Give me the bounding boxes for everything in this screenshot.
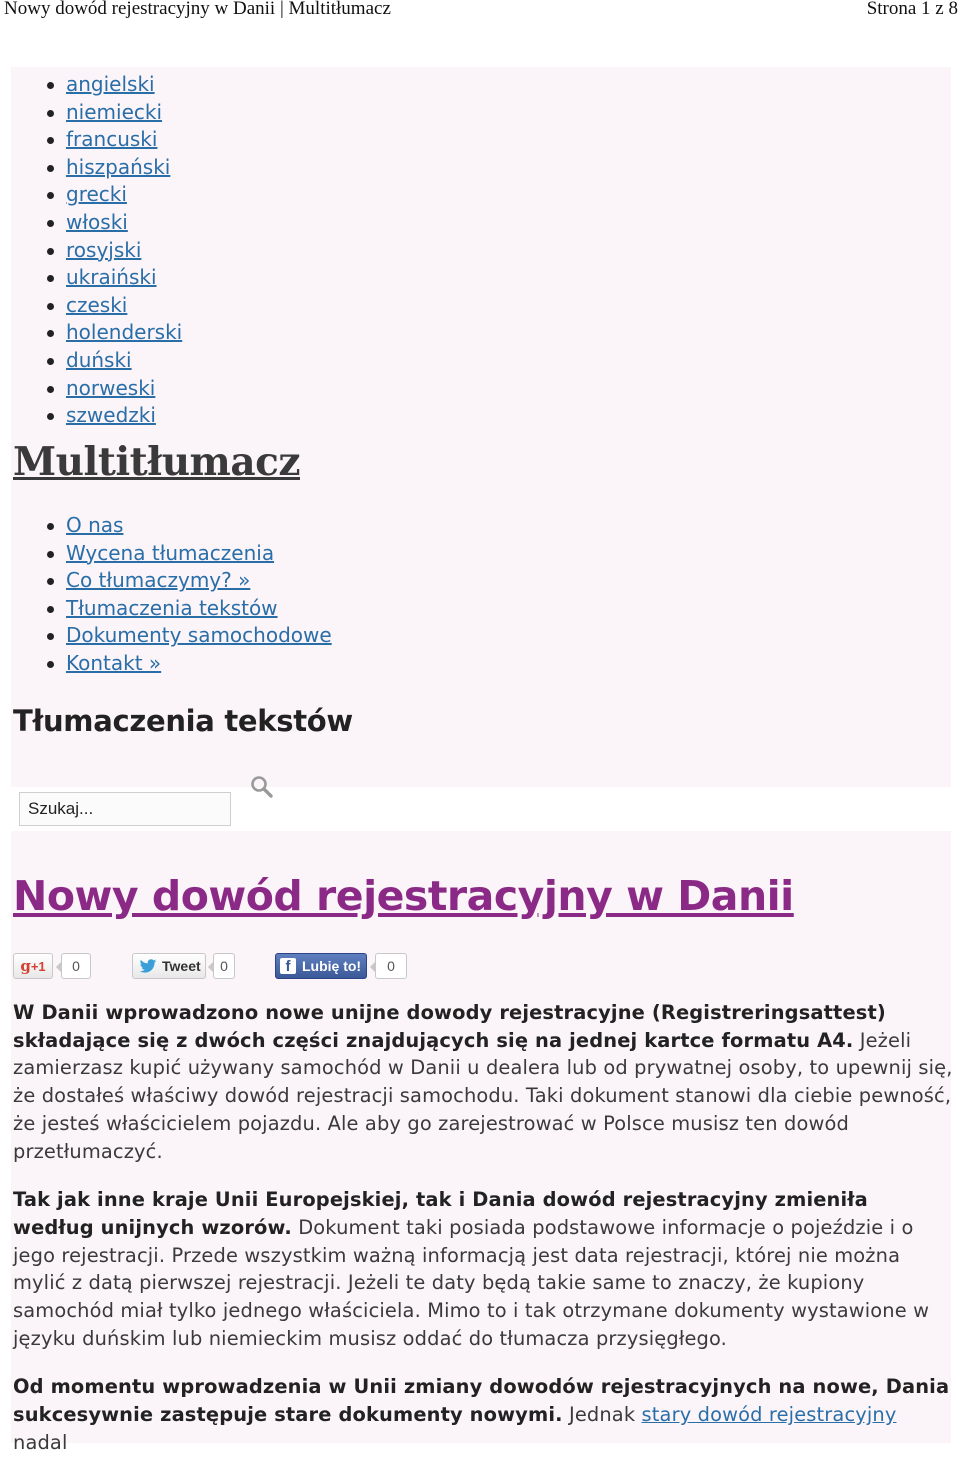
gplus-button[interactable] (13, 953, 53, 979)
print-header-page-number: Strona 1 z 8 (866, 0, 958, 19)
facebook-like-count: 0 (375, 953, 407, 979)
print-header (0, 0, 960, 22)
language-item (11, 154, 182, 182)
language-link-angielski[interactable]: angielski (66, 72, 155, 96)
language-item (11, 402, 182, 430)
nav-item (11, 540, 332, 568)
facebook-icon: f (280, 958, 296, 974)
language-link-norweski[interactable]: norweski (66, 375, 156, 400)
language-list (11, 71, 182, 430)
nav-link-dokumenty-samochodowe[interactable]: Dokumenty samochodowe (66, 623, 332, 648)
language-item (11, 347, 182, 375)
article-title (13, 872, 794, 920)
language-item (11, 319, 182, 347)
nav-item (11, 622, 332, 650)
language-link-szwedzki[interactable]: szwedzki (66, 403, 156, 428)
gplus-icon: g (20, 957, 31, 975)
language-item (11, 292, 182, 320)
language-link-rosyjski[interactable]: rosyjski (66, 237, 142, 262)
language-link-wloski[interactable]: włoski (66, 209, 128, 234)
nav-item (11, 595, 332, 623)
article-title-link[interactable]: Nowy dowód rejestracyjny w Danii (13, 872, 794, 920)
language-link-czeski[interactable]: czeski (66, 292, 128, 317)
nav-link-co-tlumaczymy[interactable]: Co tłumaczymy? » (66, 568, 251, 593)
main-nav (11, 512, 332, 678)
twitter-bird-icon (139, 959, 157, 974)
article-paragraph-text: nadal (13, 1430, 68, 1454)
nav-item (11, 567, 332, 595)
tweet-count: 0 (213, 953, 235, 979)
language-item (11, 181, 182, 209)
language-link-grecki[interactable]: grecki (66, 182, 127, 207)
language-item (11, 375, 182, 403)
section-title: Tłumaczenia tekstów (13, 704, 353, 738)
language-link-niemiecki[interactable]: niemiecki (66, 99, 163, 124)
article-paragraph-text: Jeżeli zamierzasz kupić używany samochód w Danii u dealera lub od prywatnej osoby, to upewnij się, że dostałeś właściwy dowód rejestracji samochodu. Taki dokument stanowi dla ciebie pewność, że jesteś właścicielem pojazdu. Ale aby go zarejestrować w Polsce musisz ten dowód przetłumaczyć. (13, 1028, 953, 1163)
gplus-count: 0 (61, 953, 91, 979)
article-paragraph (13, 1373, 953, 1456)
nav-link-wycena[interactable]: Wycena tłumaczenia (66, 540, 275, 565)
old-registration-link[interactable]: stary dowód rejestracyjny (641, 1403, 897, 1427)
language-item (11, 99, 182, 127)
article-body (13, 999, 953, 1478)
language-item (11, 126, 182, 154)
facebook-like-button[interactable] (275, 953, 367, 979)
language-link-hiszpanski[interactable]: hiszpański (66, 154, 171, 179)
search-icon[interactable] (249, 774, 275, 800)
article-paragraph-text: Dokument taki posiada podstawowe informacje o pojeździe i o jego rejestracji. Przede wszystkim ważną informacją jest data rejestracji, której nie można mylić z datą pierwszej rejestracji. Jeżeli te daty będą takie same to znaczy, że kupiony samochód miał tylko jednego właściciela. Mimo to i tak otrzymane dokumenty wystawione w języku duńskim lub niemieckim musisz oddać do tłumacza przysięgłego. (13, 1215, 930, 1350)
social-share-bar (11, 953, 431, 981)
gplus-label: +1 (30, 958, 46, 974)
nav-link-tlumaczenia-tekstow[interactable]: Tłumaczenia tekstów (66, 595, 278, 620)
nav-link-kontakt[interactable]: Kontakt » (66, 650, 162, 675)
page-content (11, 67, 953, 1454)
language-link-holenderski[interactable]: holenderski (66, 320, 183, 345)
article-paragraph-lead: W Danii wprowadzono nowe unijne dowody rejestracyjne (Registreringsattest) składające się z dwóch części znajdujących się na jednej kartce formatu A4. (13, 1001, 886, 1052)
nav-item (11, 650, 332, 678)
language-link-ukrainski[interactable]: ukraiński (66, 265, 157, 290)
article-paragraph (13, 1186, 953, 1352)
search-input[interactable] (19, 792, 231, 826)
article-paragraph (13, 999, 953, 1165)
language-item (11, 264, 182, 292)
print-header-title: Nowy dowód rejestracyjny w Danii | Multitłumacz (4, 0, 391, 19)
site-title[interactable]: Multitłumacz (13, 439, 300, 485)
tweet-button[interactable] (132, 953, 206, 979)
article-paragraph-lead: Od momentu wprowadzenia w Unii zmiany dowodów rejestracyjnych na nowe, Dania sukcesywnie zastępuje stare dokumenty nowymi. (13, 1375, 950, 1427)
tweet-label: Tweet (162, 958, 201, 974)
language-item (11, 237, 182, 265)
language-item (11, 71, 182, 99)
facebook-like-label: Lubię to! (302, 958, 362, 974)
nav-item (11, 512, 332, 540)
language-item (11, 209, 182, 237)
nav-link-o-nas[interactable]: O nas (66, 513, 124, 537)
article-paragraph-lead: Tak jak inne kraje Unii Europejskiej, tak i Dania dowód rejestracyjny zmieniła według unijnych wzorów. (13, 1188, 868, 1239)
article-paragraph-text: Jednak (562, 1403, 642, 1427)
language-link-dunski[interactable]: duński (66, 347, 132, 372)
language-link-francuski[interactable]: francuski (66, 127, 158, 152)
